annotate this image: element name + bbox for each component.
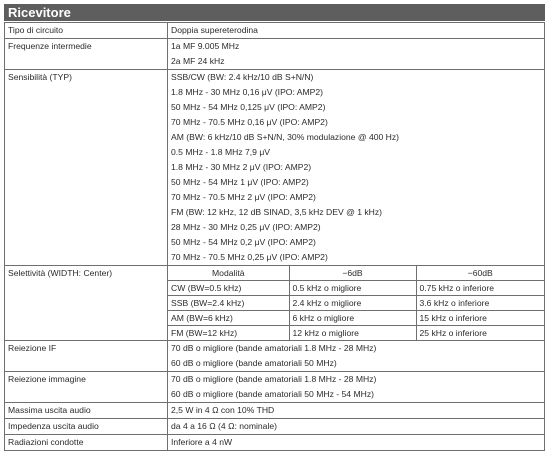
row-label: Massima uscita audio bbox=[5, 403, 168, 419]
table-cell: 3.6 kHz o inferiore bbox=[416, 296, 544, 311]
spec-row-sensitivity bbox=[5, 70, 545, 266]
fm-heading: FM (BW: 12 kHz, 12 dB SINAD, 3,5 kHz DEV @ 1 kHz) bbox=[171, 207, 383, 217]
ssb-heading: SSB/CW (BW: 2.4 kHz/10 dB S+N/N) bbox=[171, 72, 314, 82]
value-line: 0.5 MHz - 1.8 MHz 7,9 μV bbox=[171, 147, 271, 157]
value-line: 28 MHz - 30 MHz 0,25 μV (IPO: AMP2) bbox=[171, 222, 321, 232]
selectivity-header-row bbox=[168, 266, 544, 281]
row-label: Frequenze intermedie bbox=[5, 39, 168, 70]
value-line: 50 MHz - 54 MHz 0,2 μV (IPO: AMP2) bbox=[171, 237, 316, 247]
value-line: 1a MF 9.005 MHz bbox=[171, 41, 240, 51]
table-cell: 12 kHz o migliore bbox=[289, 326, 416, 341]
row-value bbox=[168, 266, 545, 341]
section-title: Ricevitore bbox=[4, 4, 545, 21]
table-cell: 15 kHz o inferiore bbox=[416, 311, 544, 326]
row-label: Selettività (WIDTH: Center) bbox=[5, 266, 168, 341]
table-cell: FM (BW=12 kHz) bbox=[168, 326, 289, 341]
row-value: 2,5 W in 4 Ω con 10% THD bbox=[168, 403, 545, 419]
table-cell: CW (BW=0.5 kHz) bbox=[168, 281, 289, 296]
value-line: 50 MHz - 54 MHz 1 μV (IPO: AMP2) bbox=[171, 177, 309, 187]
am-heading: AM (BW: 6 kHz/10 dB S+N/N, 30% modulazione @ 400 Hz) bbox=[171, 132, 400, 142]
spec-row-audio-out bbox=[5, 403, 545, 419]
row-label: Reiezione immagine bbox=[5, 372, 168, 403]
row-label: Tipo di circuito bbox=[5, 23, 168, 39]
row-label: Reiezione IF bbox=[5, 341, 168, 372]
value-line: 1.8 MHz - 30 MHz 2 μV (IPO: AMP2) bbox=[171, 162, 312, 172]
value-line: 70 dB o migliore (bande amatoriali 1.8 MHz - 28 MHz) bbox=[171, 343, 377, 353]
selectivity-row bbox=[168, 311, 544, 326]
row-label: Impedenza uscita audio bbox=[5, 419, 168, 435]
spec-row-rej-img bbox=[5, 372, 545, 403]
spec-row-freq-int bbox=[5, 39, 545, 70]
row-value bbox=[168, 39, 545, 70]
value-line: 1.8 MHz - 30 MHz 0,16 μV (IPO: AMP2) bbox=[171, 87, 324, 97]
value-line: 70 MHz - 70.5 MHz 0,25 μV (IPO: AMP2) bbox=[171, 252, 328, 262]
value-line: 60 dB o migliore (bande amatoriali 50 MHz - 54 MHz) bbox=[171, 389, 374, 399]
row-value bbox=[168, 372, 545, 403]
spec-row-tipo bbox=[5, 23, 545, 39]
selectivity-row bbox=[168, 326, 544, 341]
row-value bbox=[168, 341, 545, 372]
spec-row-rej-if bbox=[5, 341, 545, 372]
selectivity-table bbox=[168, 266, 544, 340]
table-cell: AM (BW=6 kHz) bbox=[168, 311, 289, 326]
column-header: Modalità bbox=[168, 266, 289, 281]
table-cell: 0.75 kHz o inferiore bbox=[416, 281, 544, 296]
value-line: 2a MF 24 kHz bbox=[171, 56, 225, 66]
value-line: 70 MHz - 70.5 MHz 0,16 μV (IPO: AMP2) bbox=[171, 117, 328, 127]
row-value bbox=[168, 70, 545, 266]
row-value: da 4 a 16 Ω (4 Ω: nominale) bbox=[168, 419, 545, 435]
table-cell: 2.4 kHz o migliore bbox=[289, 296, 416, 311]
table-cell: 0.5 kHz o migliore bbox=[289, 281, 416, 296]
table-cell: SSB (BW=2.4 kHz) bbox=[168, 296, 289, 311]
value-line: 70 MHz - 70.5 MHz 2 μV (IPO: AMP2) bbox=[171, 192, 316, 202]
selectivity-row bbox=[168, 296, 544, 311]
spec-table bbox=[4, 22, 545, 451]
selectivity-row bbox=[168, 281, 544, 296]
row-value: Inferiore a 4 nW bbox=[168, 435, 545, 451]
spec-row-selectivity bbox=[5, 266, 545, 341]
value-line: 60 dB o migliore (bande amatoriali 50 MHz) bbox=[171, 358, 337, 368]
spec-row-audio-imp bbox=[5, 419, 545, 435]
row-label: Radiazioni condotte bbox=[5, 435, 168, 451]
column-header: −60dB bbox=[416, 266, 544, 281]
column-header: −6dB bbox=[289, 266, 416, 281]
table-cell: 6 kHz o migliore bbox=[289, 311, 416, 326]
value-line: 70 dB o migliore (bande amatoriali 1.8 MHz - 28 MHz) bbox=[171, 374, 377, 384]
value-line: 50 MHz - 54 MHz 0,125 μV (IPO: AMP2) bbox=[171, 102, 326, 112]
row-label: Sensibilità (TYP) bbox=[5, 70, 168, 266]
table-cell: 25 kHz o inferiore bbox=[416, 326, 544, 341]
row-value: Doppia supereterodina bbox=[168, 23, 545, 39]
